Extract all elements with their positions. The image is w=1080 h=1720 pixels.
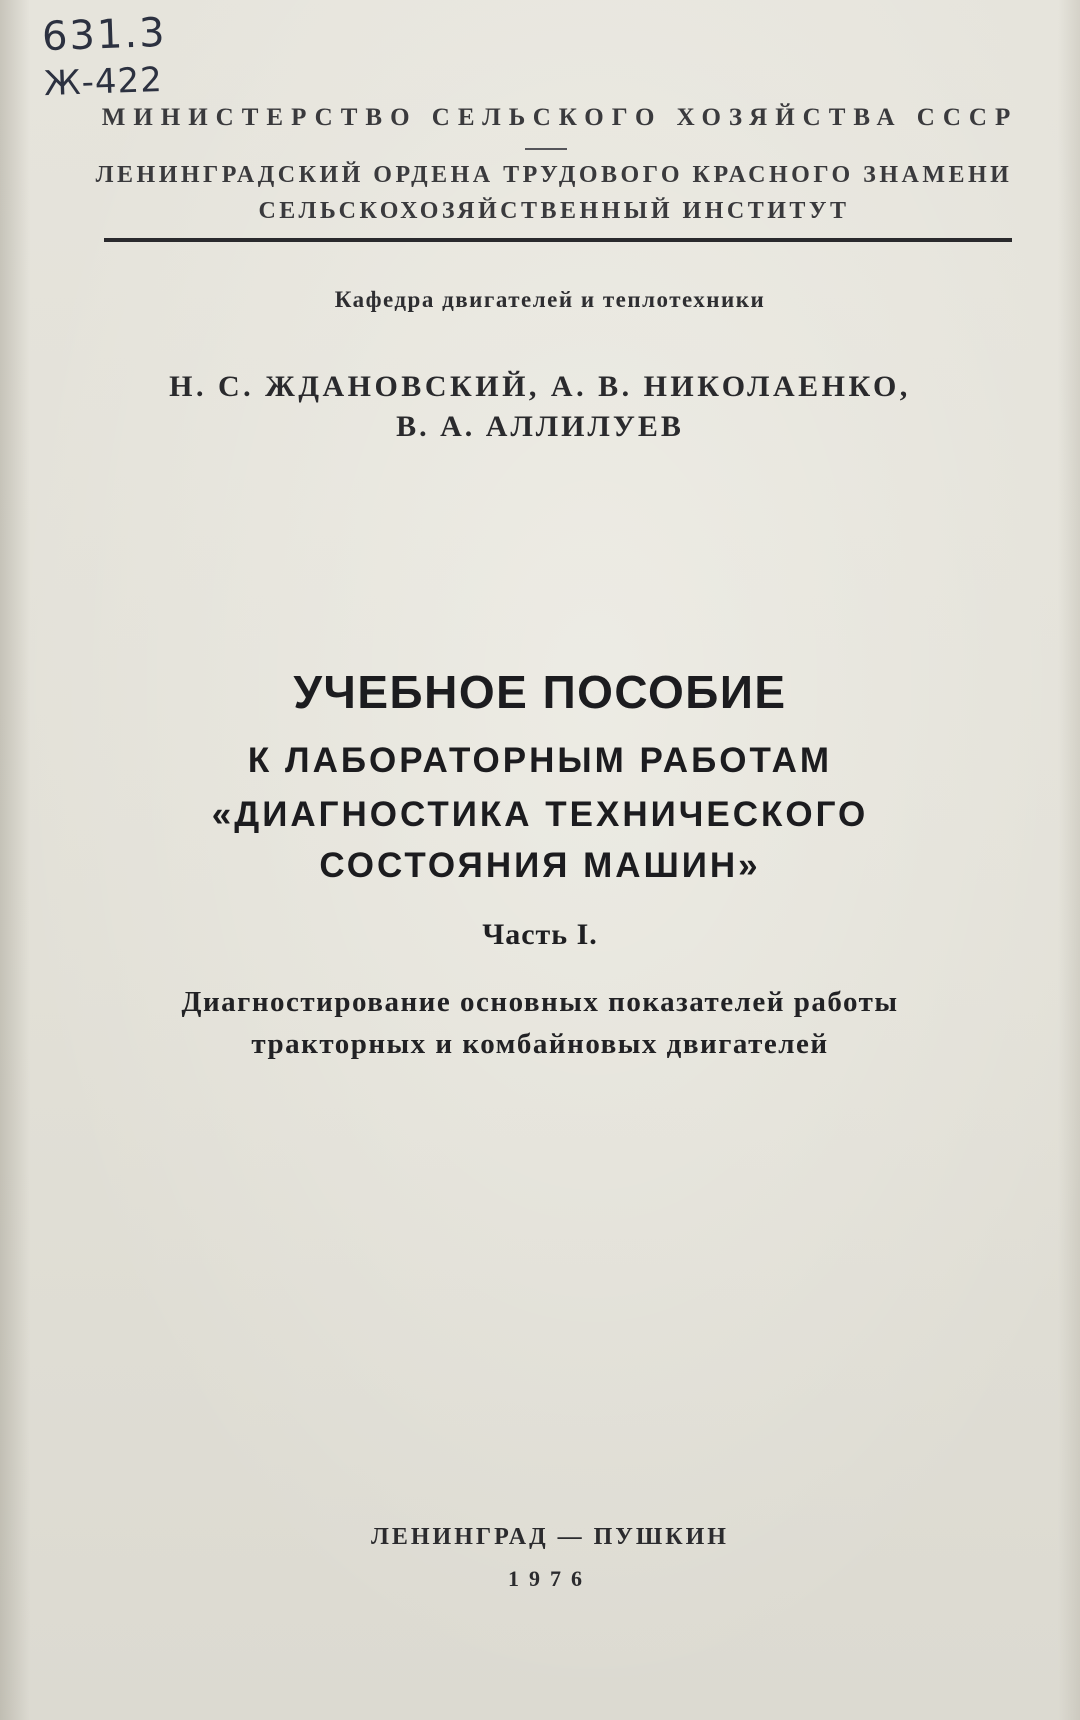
handwritten-shelf-mark: Ж-422	[43, 59, 164, 105]
institute-name-line-1: ЛЕНИНГРАДСКИЙ ОРДЕНА ТРУДОВОГО КРАСНОГО ЗНАМЕНИ	[95, 162, 1013, 188]
book-subtitle-line-2: «ДИАГНОСТИКА ТЕХНИЧЕСКОГО	[211, 795, 869, 834]
ministry-heading: МИНИСТЕРСТВО СЕЛЬСКОГО ХОЗЯЙСТВА СССР	[101, 104, 1019, 131]
topic-line-1: Диагностирование основных показателей работы	[181, 986, 899, 1018]
book-subtitle-line-1: К ЛАБОРАТОРНЫМ РАБОТАМ	[247, 741, 833, 780]
handwritten-classification-code: 631.3	[41, 9, 168, 61]
book-title: УЧЕБНОЕ ПОСОБИЕ	[293, 666, 787, 718]
authors-line-2: В. А. АЛЛИЛУЕВ	[396, 410, 684, 443]
part-number: Часть I.	[482, 918, 598, 951]
short-divider	[525, 148, 567, 150]
authors-line-1: Н. С. ЖДАНОВСКИЙ, А. В. НИКОЛАЕНКО,	[169, 370, 911, 403]
institute-name-line-2: СЕЛЬСКОХОЗЯЙСТВЕННЫЙ ИНСТИТУТ	[258, 198, 850, 224]
header-divider	[104, 238, 1012, 242]
department-name: Кафедра двигателей и теплотехники	[334, 287, 766, 312]
imprint-city: ЛЕНИНГРАД — ПУШКИН	[371, 1524, 729, 1550]
book-subtitle-line-3: СОСТОЯНИЯ МАШИН»	[319, 846, 761, 885]
imprint-year: 1976	[508, 1566, 592, 1591]
topic-line-2: тракторных и комбайновых двигателей	[251, 1028, 829, 1060]
